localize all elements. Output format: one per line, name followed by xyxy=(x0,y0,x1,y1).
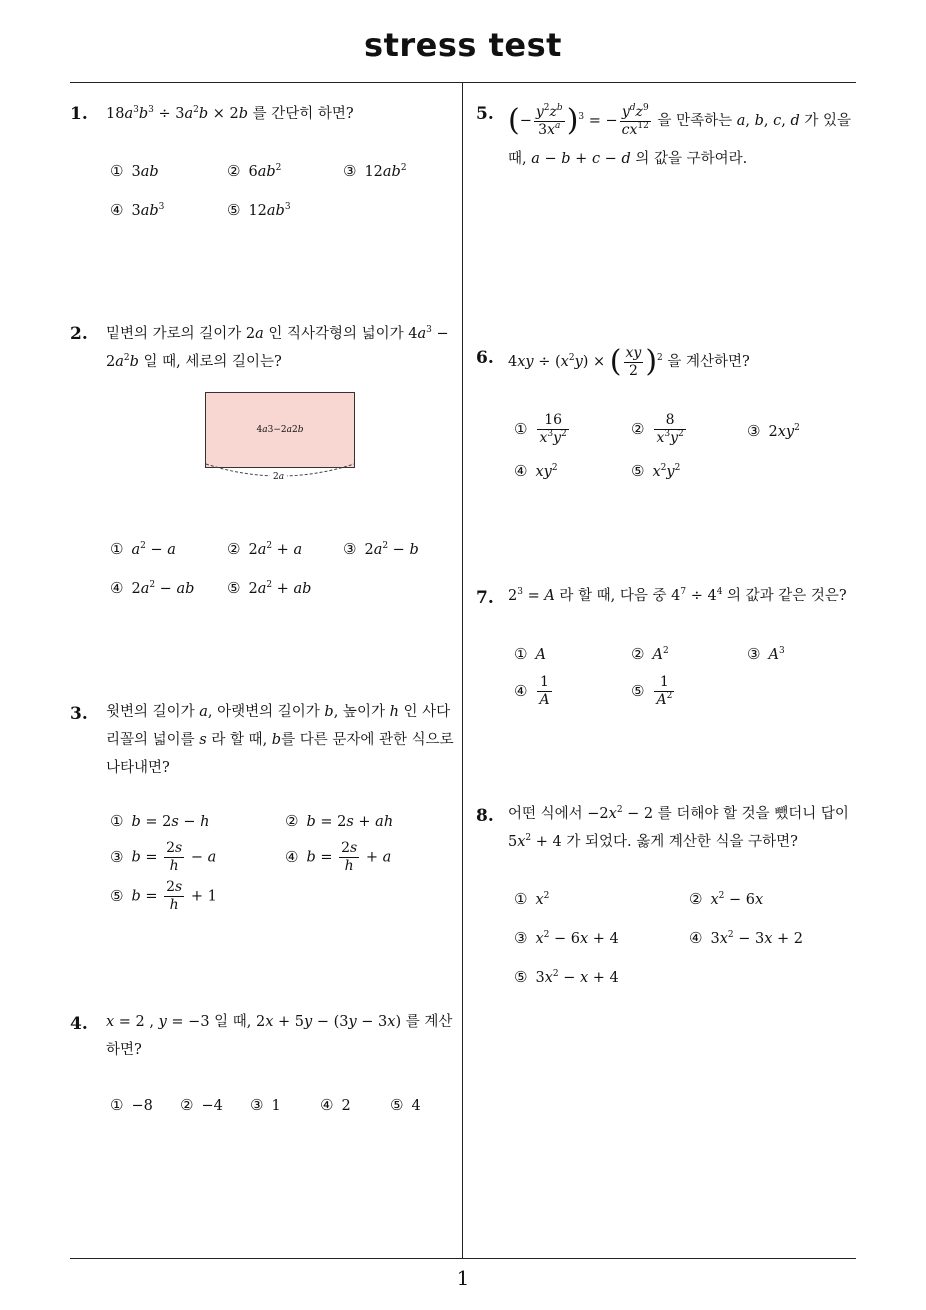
q6-number: 6. xyxy=(476,348,494,368)
q3-option-2[interactable]: ② b = 2s + ah xyxy=(285,812,394,830)
q2-option-1[interactable]: ① $a^2 - a$ xyxy=(110,540,176,558)
q8-option-2[interactable]: ② $x^2 - 6x$ xyxy=(689,890,764,908)
q2-option-2[interactable]: ② $2a^2 + a$ xyxy=(227,540,303,558)
q4-option-2[interactable]: ② −4 xyxy=(180,1096,223,1114)
q1-option-4[interactable]: ④ $3ab^3$ xyxy=(110,201,165,219)
q7-option-2[interactable]: ② $A^2$ xyxy=(631,645,669,663)
q8-option-5[interactable]: ⑤ $3x^2 - x + 4$ xyxy=(514,968,619,986)
q1-option-2[interactable]: ② $6ab^2$ xyxy=(227,162,282,180)
q2-number: 2. xyxy=(70,324,88,344)
q1-number: 1. xyxy=(70,104,88,124)
q8-option-4[interactable]: ④ $3x^2 - 3x + 2$ xyxy=(689,929,803,947)
q8-option-1[interactable]: ① $x^2$ xyxy=(514,890,550,908)
q7-option-1[interactable]: ① A xyxy=(514,645,546,663)
q2-text: 밑변의 가로의 길이가 2a 인 직사각형의 넓이가 $4a^3 - 2a^2b$ 일 때, 세로의 길이는? xyxy=(106,325,449,370)
q2-option-4[interactable]: ④ $2a^2$ − ab xyxy=(110,579,195,597)
q4-option-1[interactable]: ① −8 xyxy=(110,1096,153,1114)
q1-text: $18a^3b^3 \div 3a^2b \times 2b$ 를 간단히 하면? xyxy=(106,105,354,122)
q7-number: 7. xyxy=(476,588,494,608)
q1-option-5[interactable]: ⑤ $12ab^3$ xyxy=(227,201,291,219)
column-divider xyxy=(462,82,463,1259)
q7-option-4[interactable]: ④ $\frac{1}{A}$ xyxy=(514,674,550,708)
q8-number: 8. xyxy=(476,806,494,826)
q1-option-1[interactable]: ① 3ab xyxy=(110,162,159,180)
q7-text: $2^3 = A$ 라 할 때, 다음 중 $4^7 \div 4^4$ 의 값과 같은 것은? xyxy=(508,587,847,604)
q7-option-3[interactable]: ③ $A^3$ xyxy=(747,645,785,663)
q5-number: 5. xyxy=(476,104,494,124)
page-number: 1 xyxy=(456,1266,470,1290)
rectangle-figure: 4 a 3 −2 a 2 b xyxy=(205,392,355,468)
q6-option-2[interactable]: ② $\frac{8}{x^3y^2}$ xyxy=(631,412,684,446)
q3-option-1[interactable]: ① b = 2s − h xyxy=(110,812,210,830)
q6-option-4[interactable]: ④ $xy^2$ xyxy=(514,462,558,480)
q2-option-3[interactable]: ③ $2a^2 - b$ xyxy=(343,540,419,558)
q4-number: 4. xyxy=(70,1014,88,1034)
q6-text: $4xy \div (x^2y)$ × ( $\frac{xy}{2}$ )$^2$ 을 계산하면? xyxy=(508,344,750,379)
q4-option-4[interactable]: ④ 2 xyxy=(320,1096,351,1114)
q8-text: 어떤 식에서 $-2x^2 - 2$ 를 더해야 할 것을 뺐더니 답이 $5x^2 + 4$ 가 되었다. 옳게 계산한 식을 구하면? xyxy=(508,805,849,850)
top-rule xyxy=(70,82,856,83)
q3-option-4[interactable]: ④ b = $\frac{2s}{h}$ + a xyxy=(285,840,392,874)
q8-option-3[interactable]: ③ $x^2 - 6x + 4$ xyxy=(514,929,619,947)
q3-number: 3. xyxy=(70,704,88,724)
bottom-rule xyxy=(70,1258,856,1259)
page-title: stress test xyxy=(364,26,562,64)
q4-text: x = 2 , y = −3 일 때, 2x + 5y − (3y − 3x) 를 계산하면? xyxy=(106,1014,453,1058)
q6-option-5[interactable]: ⑤ $x^2y^2$ xyxy=(631,462,681,480)
q3-text: 윗변의 길이가 a, 아랫변의 길이가 b, 높이가 h 인 사다리꼴의 넓이를 s 라 할 때, b를 다른 문자에 관한 식으로 나타내면? xyxy=(106,704,454,776)
q3-option-3[interactable]: ③ b = $\frac{2s}{h}$ − a xyxy=(110,840,217,874)
q6-option-1[interactable]: ① $\frac{16}{x^3y^2}$ xyxy=(514,412,567,446)
q3-option-5[interactable]: ⑤ b = $\frac{2s}{h}$ + 1 xyxy=(110,879,217,913)
q7-option-5[interactable]: ⑤ $\frac{1}{A^2}$ xyxy=(631,674,673,708)
q5-text: (− $\frac{y^2z^b}{3x^a}$ )$^3$ = − $\frac{y^dz^9}{cx^{12}}$ 을 만족하는 a, b, c, d 가 있을 때, a − b + c − d 의 값을 구하여라. xyxy=(508,102,852,167)
q6-option-3[interactable]: ③ $2xy^2$ xyxy=(747,422,800,440)
q4-option-3[interactable]: ③ 1 xyxy=(250,1096,281,1114)
q1-option-3[interactable]: ③ $12ab^2$ xyxy=(343,162,407,180)
q2-option-5[interactable]: ⑤ $2a^2$ + ab xyxy=(227,579,312,597)
width-label: 2a xyxy=(270,472,287,482)
q4-option-5[interactable]: ⑤ 4 xyxy=(390,1096,421,1114)
